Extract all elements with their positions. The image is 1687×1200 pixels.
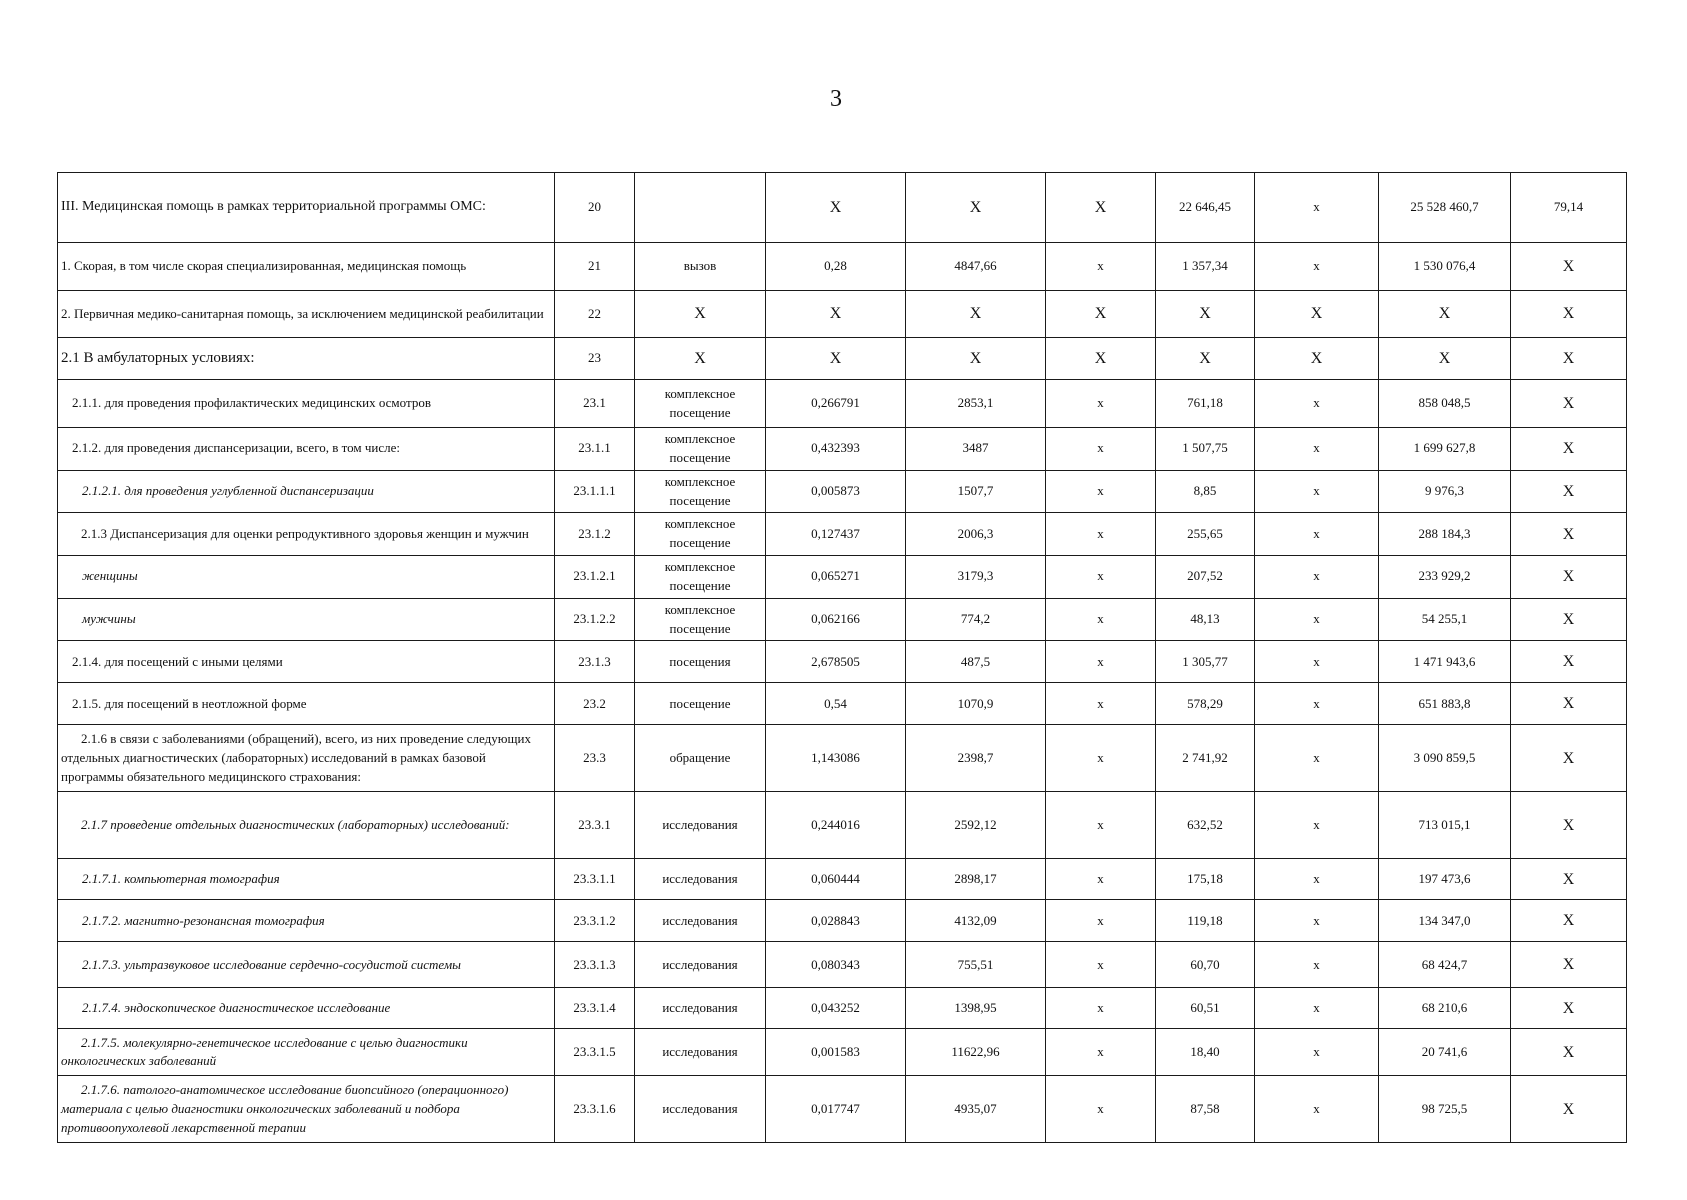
sum-budget-cell: x: [1255, 1076, 1379, 1143]
cost-per-capita-budget-cell: x: [1046, 470, 1156, 513]
row-number: 23.3.1.4: [555, 988, 635, 1029]
cost-per-unit-cell: 2853,1: [906, 380, 1046, 428]
cost-per-capita-budget-cell: x: [1046, 683, 1156, 725]
cost-per-capita-budget-cell: x: [1046, 513, 1156, 556]
cost-per-capita-budget-cell: x: [1046, 988, 1156, 1029]
sum-oms-cell: 54 255,1: [1379, 598, 1511, 641]
cost-per-capita-budget-cell: x: [1046, 598, 1156, 641]
sum-budget-cell: x: [1255, 173, 1379, 243]
percent-cell: 79,14: [1511, 173, 1627, 243]
sum-oms-cell: 68 210,6: [1379, 988, 1511, 1029]
cost-per-capita-oms-cell: 60,70: [1156, 942, 1255, 988]
cost-per-unit-cell: 755,51: [906, 942, 1046, 988]
volume-cell: 2,678505: [766, 641, 906, 683]
cost-per-capita-budget-cell: x: [1046, 859, 1156, 900]
table-row: [58, 243, 1627, 291]
cost-per-capita-budget-cell: x: [1046, 1029, 1156, 1076]
volume-cell: X: [766, 173, 906, 243]
percent-cell: X: [1511, 792, 1627, 859]
sum-budget-cell: x: [1255, 900, 1379, 942]
cost-per-capita-oms-cell: 2 741,92: [1156, 725, 1255, 792]
volume-cell: X: [766, 338, 906, 380]
volume-cell: 0,028843: [766, 900, 906, 942]
sum-oms-cell: X: [1379, 291, 1511, 338]
unit-cell: вызов: [635, 243, 766, 291]
row-number: 23.3.1: [555, 792, 635, 859]
row-name: женщины: [58, 556, 555, 599]
cost-per-unit-cell: 774,2: [906, 598, 1046, 641]
table-row: [58, 470, 1627, 513]
volume-cell: 0,266791: [766, 380, 906, 428]
sum-budget-cell: x: [1255, 380, 1379, 428]
table-row: [58, 1076, 1627, 1143]
table-row: [58, 291, 1627, 338]
row-number: 23.3.1.1: [555, 859, 635, 900]
row-number: 23.1.1.1: [555, 470, 635, 513]
row-name: 2.1.7.3. ультразвуковое исследование сердечно-сосудистой системы: [58, 942, 555, 988]
row-name: 2.1.2.1. для проведения углубленной диспансеризации: [58, 470, 555, 513]
row-number: 23.1.2: [555, 513, 635, 556]
table-row: [58, 988, 1627, 1029]
unit-cell: обращение: [635, 725, 766, 792]
unit-cell: комплексное посещение: [635, 428, 766, 471]
volume-cell: 0,127437: [766, 513, 906, 556]
sum-oms-cell: 1 471 943,6: [1379, 641, 1511, 683]
cost-per-capita-oms-cell: 60,51: [1156, 988, 1255, 1029]
cost-per-unit-cell: 1507,7: [906, 470, 1046, 513]
cost-per-unit-cell: X: [906, 291, 1046, 338]
cost-per-unit-cell: X: [906, 338, 1046, 380]
row-number: 23.3: [555, 725, 635, 792]
cost-per-capita-oms-cell: 761,18: [1156, 380, 1255, 428]
sum-budget-cell: X: [1255, 338, 1379, 380]
unit-cell: комплексное посещение: [635, 380, 766, 428]
sum-oms-cell: 9 976,3: [1379, 470, 1511, 513]
percent-cell: X: [1511, 556, 1627, 599]
cost-per-capita-oms-cell: 1 305,77: [1156, 641, 1255, 683]
cost-per-unit-cell: 2592,12: [906, 792, 1046, 859]
volume-cell: 0,043252: [766, 988, 906, 1029]
unit-cell: посещения: [635, 641, 766, 683]
unit-cell: X: [635, 338, 766, 380]
unit-cell: комплексное посещение: [635, 598, 766, 641]
volume-cell: 0,001583: [766, 1029, 906, 1076]
sum-budget-cell: x: [1255, 1029, 1379, 1076]
row-name: 2.1.7 проведение отдельных диагностических (лабораторных) исследований:: [58, 792, 555, 859]
cost-per-capita-budget-cell: X: [1046, 173, 1156, 243]
cost-per-unit-cell: 1070,9: [906, 683, 1046, 725]
cost-per-unit-cell: 1398,95: [906, 988, 1046, 1029]
table-row: [58, 428, 1627, 471]
row-number: 20: [555, 173, 635, 243]
unit-cell: исследования: [635, 900, 766, 942]
row-name: 2.1.2. для проведения диспансеризации, всего, в том числе:: [58, 428, 555, 471]
volume-cell: 0,244016: [766, 792, 906, 859]
sum-oms-cell: 858 048,5: [1379, 380, 1511, 428]
row-name: III. Медицинская помощь в рамках территориальной программы ОМС:: [58, 173, 555, 243]
row-number: 23: [555, 338, 635, 380]
volume-cell: 0,017747: [766, 1076, 906, 1143]
row-name: 2.1.7.1. компьютерная томография: [58, 859, 555, 900]
cost-per-capita-oms-cell: 207,52: [1156, 556, 1255, 599]
unit-cell: посещение: [635, 683, 766, 725]
row-name: 2.1.7.4. эндоскопическое диагностическое исследование: [58, 988, 555, 1029]
sum-budget-cell: x: [1255, 428, 1379, 471]
volume-cell: 0,54: [766, 683, 906, 725]
unit-cell: X: [635, 291, 766, 338]
table-row: [58, 641, 1627, 683]
unit-cell: комплексное посещение: [635, 513, 766, 556]
unit-cell: комплексное посещение: [635, 556, 766, 599]
cost-per-capita-budget-cell: x: [1046, 556, 1156, 599]
row-number: 23.3.1.5: [555, 1029, 635, 1076]
cost-per-unit-cell: 2898,17: [906, 859, 1046, 900]
sum-oms-cell: 651 883,8: [1379, 683, 1511, 725]
volume-cell: 0,060444: [766, 859, 906, 900]
cost-per-capita-oms-cell: 175,18: [1156, 859, 1255, 900]
row-name: 2.1.6 в связи с заболеваниями (обращений), всего, из них проведение следующих отдельных диагностических (лабораторных) исследований в рамках базовой программы обязательного медицинского страхования:: [58, 725, 555, 792]
row-name: 1. Скорая, в том числе скорая специализированная, медицинская помощь: [58, 243, 555, 291]
sum-oms-cell: 713 015,1: [1379, 792, 1511, 859]
unit-cell: комплексное посещение: [635, 470, 766, 513]
program-table: [57, 172, 1627, 1143]
sum-oms-cell: X: [1379, 338, 1511, 380]
sum-oms-cell: 3 090 859,5: [1379, 725, 1511, 792]
percent-cell: X: [1511, 291, 1627, 338]
cost-per-capita-budget-cell: X: [1046, 338, 1156, 380]
unit-cell: исследования: [635, 859, 766, 900]
table-row: [58, 173, 1627, 243]
cost-per-capita-oms-cell: 578,29: [1156, 683, 1255, 725]
sum-budget-cell: x: [1255, 598, 1379, 641]
sum-budget-cell: x: [1255, 641, 1379, 683]
cost-per-unit-cell: 4847,66: [906, 243, 1046, 291]
table-row: [58, 338, 1627, 380]
percent-cell: X: [1511, 683, 1627, 725]
row-name: 2.1.7.2. магнитно-резонансная томография: [58, 900, 555, 942]
row-number: 23.1: [555, 380, 635, 428]
cost-per-capita-budget-cell: x: [1046, 942, 1156, 988]
sum-oms-cell: 288 184,3: [1379, 513, 1511, 556]
unit-cell: [635, 173, 766, 243]
row-number: 23.1.2.2: [555, 598, 635, 641]
percent-cell: X: [1511, 380, 1627, 428]
sum-oms-cell: 25 528 460,7: [1379, 173, 1511, 243]
sum-budget-cell: x: [1255, 683, 1379, 725]
sum-budget-cell: x: [1255, 470, 1379, 513]
row-number: 21: [555, 243, 635, 291]
sum-budget-cell: x: [1255, 988, 1379, 1029]
sum-oms-cell: 134 347,0: [1379, 900, 1511, 942]
volume-cell: 0,005873: [766, 470, 906, 513]
cost-per-capita-oms-cell: 22 646,45: [1156, 173, 1255, 243]
cost-per-unit-cell: 2398,7: [906, 725, 1046, 792]
table-row: [58, 1029, 1627, 1076]
sum-budget-cell: X: [1255, 291, 1379, 338]
unit-cell: исследования: [635, 1076, 766, 1143]
cost-per-capita-budget-cell: x: [1046, 1076, 1156, 1143]
cost-per-capita-oms-cell: 48,13: [1156, 598, 1255, 641]
table-row: [58, 598, 1627, 641]
sum-budget-cell: x: [1255, 513, 1379, 556]
sum-oms-cell: 197 473,6: [1379, 859, 1511, 900]
cost-per-capita-budget-cell: x: [1046, 380, 1156, 428]
row-name: 2.1.4. для посещений с иными целями: [58, 641, 555, 683]
row-number: 23.3.1.6: [555, 1076, 635, 1143]
table-row: [58, 859, 1627, 900]
sum-oms-cell: 233 929,2: [1379, 556, 1511, 599]
cost-per-capita-oms-cell: 119,18: [1156, 900, 1255, 942]
percent-cell: X: [1511, 428, 1627, 471]
cost-per-unit-cell: 4935,07: [906, 1076, 1046, 1143]
table-row: [58, 725, 1627, 792]
table-row: [58, 683, 1627, 725]
unit-cell: исследования: [635, 792, 766, 859]
row-name: мужчины: [58, 598, 555, 641]
cost-per-capita-oms-cell: X: [1156, 291, 1255, 338]
row-name: 2.1.7.5. молекулярно-генетическое исследование с целью диагностики онкологических заболеваний: [58, 1029, 555, 1076]
percent-cell: X: [1511, 1076, 1627, 1143]
percent-cell: X: [1511, 859, 1627, 900]
cost-per-unit-cell: 3487: [906, 428, 1046, 471]
percent-cell: X: [1511, 598, 1627, 641]
cost-per-capita-oms-cell: 18,40: [1156, 1029, 1255, 1076]
cost-per-unit-cell: 4132,09: [906, 900, 1046, 942]
percent-cell: X: [1511, 243, 1627, 291]
cost-per-unit-cell: X: [906, 173, 1046, 243]
sum-budget-cell: x: [1255, 942, 1379, 988]
row-number: 22: [555, 291, 635, 338]
row-name: 2.1 В амбулаторных условиях:: [58, 338, 555, 380]
cost-per-capita-oms-cell: 8,85: [1156, 470, 1255, 513]
volume-cell: 0,432393: [766, 428, 906, 471]
table-body: [58, 173, 1627, 1143]
cost-per-capita-oms-cell: 255,65: [1156, 513, 1255, 556]
cost-per-capita-oms-cell: 87,58: [1156, 1076, 1255, 1143]
volume-cell: 1,143086: [766, 725, 906, 792]
cost-per-capita-budget-cell: x: [1046, 725, 1156, 792]
row-name: 2.1.3 Диспансеризация для оценки репродуктивного здоровья женщин и мужчин: [58, 513, 555, 556]
sum-oms-cell: 68 424,7: [1379, 942, 1511, 988]
percent-cell: X: [1511, 942, 1627, 988]
row-number: 23.3.1.2: [555, 900, 635, 942]
row-number: 23.1.3: [555, 641, 635, 683]
cost-per-unit-cell: 487,5: [906, 641, 1046, 683]
percent-cell: X: [1511, 641, 1627, 683]
percent-cell: X: [1511, 900, 1627, 942]
sum-oms-cell: 1 530 076,4: [1379, 243, 1511, 291]
percent-cell: X: [1511, 338, 1627, 380]
percent-cell: X: [1511, 988, 1627, 1029]
table-row: [58, 792, 1627, 859]
table-row: [58, 900, 1627, 942]
unit-cell: исследования: [635, 942, 766, 988]
table-row: [58, 380, 1627, 428]
cost-per-capita-budget-cell: x: [1046, 900, 1156, 942]
percent-cell: X: [1511, 470, 1627, 513]
percent-cell: X: [1511, 725, 1627, 792]
row-number: 23.3.1.3: [555, 942, 635, 988]
unit-cell: исследования: [635, 988, 766, 1029]
volume-cell: 0,080343: [766, 942, 906, 988]
sum-budget-cell: x: [1255, 859, 1379, 900]
cost-per-capita-budget-cell: x: [1046, 792, 1156, 859]
volume-cell: 0,28: [766, 243, 906, 291]
page-number: 3: [830, 86, 842, 112]
sum-oms-cell: 1 699 627,8: [1379, 428, 1511, 471]
cost-per-capita-oms-cell: X: [1156, 338, 1255, 380]
row-number: 23.1.1: [555, 428, 635, 471]
percent-cell: X: [1511, 1029, 1627, 1076]
table-row: [58, 513, 1627, 556]
sum-oms-cell: 20 741,6: [1379, 1029, 1511, 1076]
sum-budget-cell: x: [1255, 556, 1379, 599]
percent-cell: X: [1511, 513, 1627, 556]
cost-per-unit-cell: 2006,3: [906, 513, 1046, 556]
sum-budget-cell: x: [1255, 243, 1379, 291]
volume-cell: 0,065271: [766, 556, 906, 599]
cost-per-capita-budget-cell: x: [1046, 641, 1156, 683]
cost-per-capita-budget-cell: x: [1046, 243, 1156, 291]
cost-per-unit-cell: 3179,3: [906, 556, 1046, 599]
sum-budget-cell: x: [1255, 792, 1379, 859]
cost-per-capita-budget-cell: X: [1046, 291, 1156, 338]
cost-per-capita-oms-cell: 1 507,75: [1156, 428, 1255, 471]
row-name: 2.1.7.6. патолого-анатомическое исследование биопсийного (операционного) материала с целью диагностики онкологических заболеваний и подбора противоопухолевой лекарственной терапии: [58, 1076, 555, 1143]
row-name: 2. Первичная медико-санитарная помощь, за исключением медицинской реабилитации: [58, 291, 555, 338]
volume-cell: 0,062166: [766, 598, 906, 641]
cost-per-unit-cell: 11622,96: [906, 1029, 1046, 1076]
cost-per-capita-oms-cell: 632,52: [1156, 792, 1255, 859]
sum-oms-cell: 98 725,5: [1379, 1076, 1511, 1143]
unit-cell: исследования: [635, 1029, 766, 1076]
cost-per-capita-budget-cell: x: [1046, 428, 1156, 471]
cost-per-capita-oms-cell: 1 357,34: [1156, 243, 1255, 291]
sum-budget-cell: x: [1255, 725, 1379, 792]
table-row: [58, 556, 1627, 599]
volume-cell: X: [766, 291, 906, 338]
row-number: 23.2: [555, 683, 635, 725]
row-name: 2.1.1. для проведения профилактических медицинских осмотров: [58, 380, 555, 428]
row-name: 2.1.5. для посещений в неотложной форме: [58, 683, 555, 725]
table-row: [58, 942, 1627, 988]
row-number: 23.1.2.1: [555, 556, 635, 599]
